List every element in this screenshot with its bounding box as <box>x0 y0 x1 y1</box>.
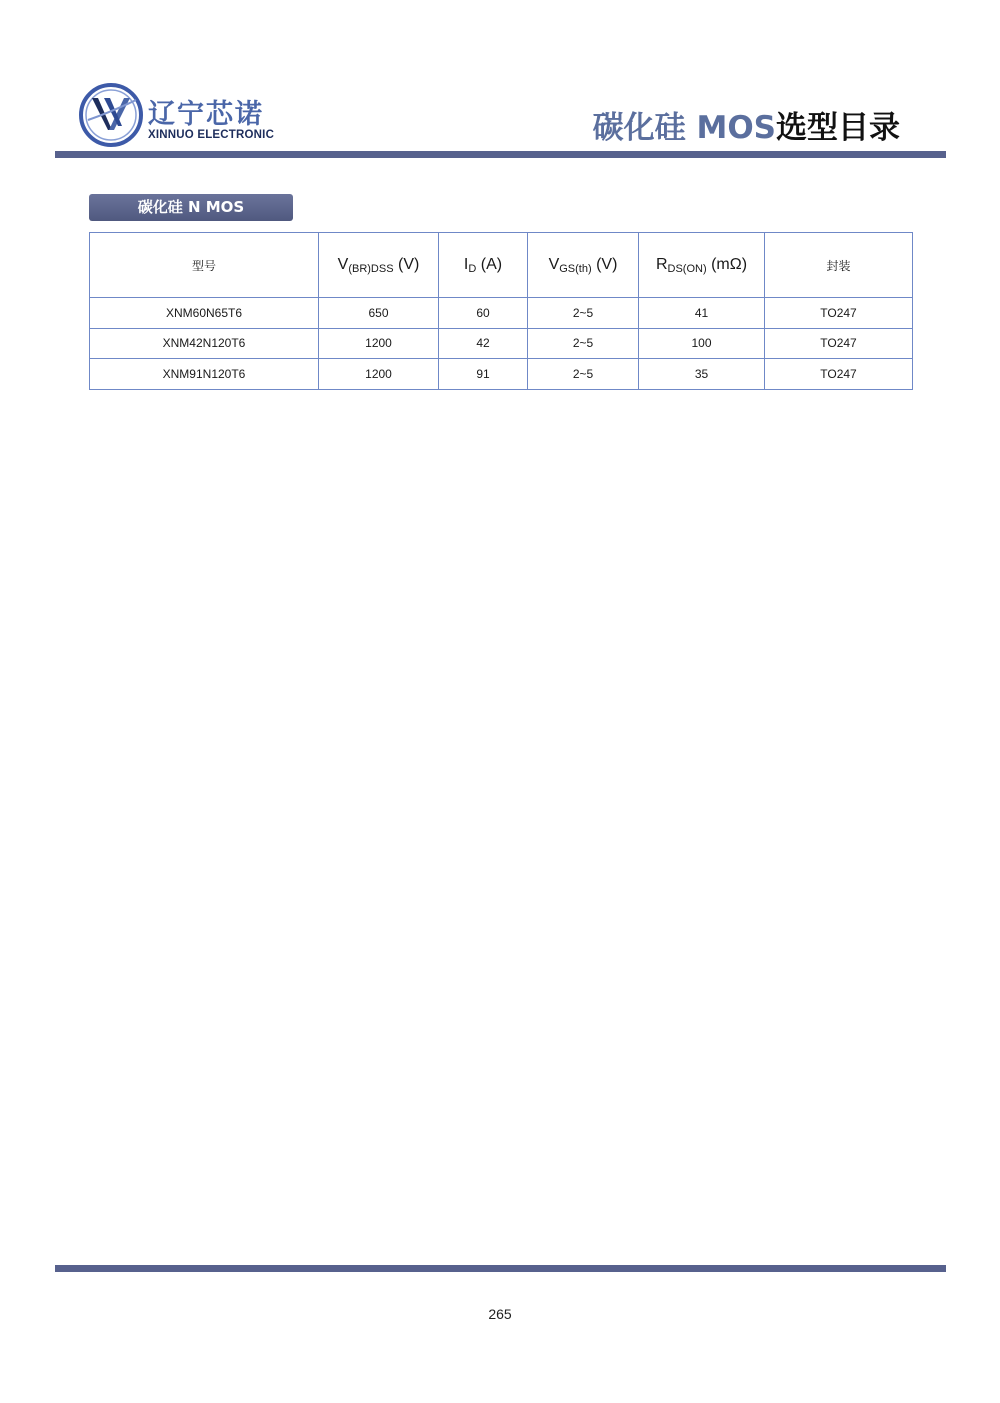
column-header-package: 封装 <box>765 233 913 298</box>
page-number: 265 <box>488 1306 512 1322</box>
table-row <box>90 328 913 359</box>
cell-id: 42 <box>439 328 528 359</box>
column-header-rdson: $R_{DS(ON)}$ (mΩ) <box>639 233 765 298</box>
cell-vgsth: 2~5 <box>528 328 639 359</box>
cell-vgsth: 2~5 <box>528 298 639 329</box>
column-header-vgsth: $V_{GS(th)}$ (V) <box>528 233 639 298</box>
column-header-model: 型号 <box>90 233 319 298</box>
column-header-vbrdss: $V_{(BR)DSS}$ (V) <box>319 233 439 298</box>
cell-vgsth: 2~5 <box>528 359 639 390</box>
table-row <box>90 298 913 329</box>
cell-rdson: 41 <box>639 298 765 329</box>
section-tab-sic-n-mos: 碳化硅 N MOS <box>89 194 293 221</box>
table-header-row <box>90 233 913 298</box>
title-catalog: 选型目录 <box>776 110 900 146</box>
cell-rdson: 100 <box>639 328 765 359</box>
page-header <box>0 0 1000 160</box>
cell-model: XNM60N65T6 <box>90 298 319 329</box>
footer-rule <box>55 1265 946 1272</box>
cell-package: TO247 <box>765 328 913 359</box>
column-header-id: $I_D$ (A) <box>439 233 528 298</box>
header-rule <box>55 151 946 158</box>
cell-id: 91 <box>439 359 528 390</box>
cell-model: XNM42N120T6 <box>90 328 319 359</box>
cell-vbrdss: 650 <box>319 298 439 329</box>
title-product: 碳化硅 MOS <box>592 110 776 146</box>
xn-logo-icon <box>78 82 144 148</box>
brand-name-cn: 辽宁芯诺 <box>148 99 264 130</box>
company-logo <box>78 82 278 150</box>
spec-table <box>89 232 913 390</box>
table-row <box>90 359 913 390</box>
cell-vbrdss: 1200 <box>319 359 439 390</box>
cell-package: TO247 <box>765 298 913 329</box>
cell-id: 60 <box>439 298 528 329</box>
document-title <box>593 102 900 147</box>
cell-package: TO247 <box>765 359 913 390</box>
cell-rdson: 35 <box>639 359 765 390</box>
brand-name-en: XINNUO ELECTRONIC <box>148 129 275 141</box>
cell-model: XNM91N120T6 <box>90 359 319 390</box>
cell-vbrdss: 1200 <box>319 328 439 359</box>
